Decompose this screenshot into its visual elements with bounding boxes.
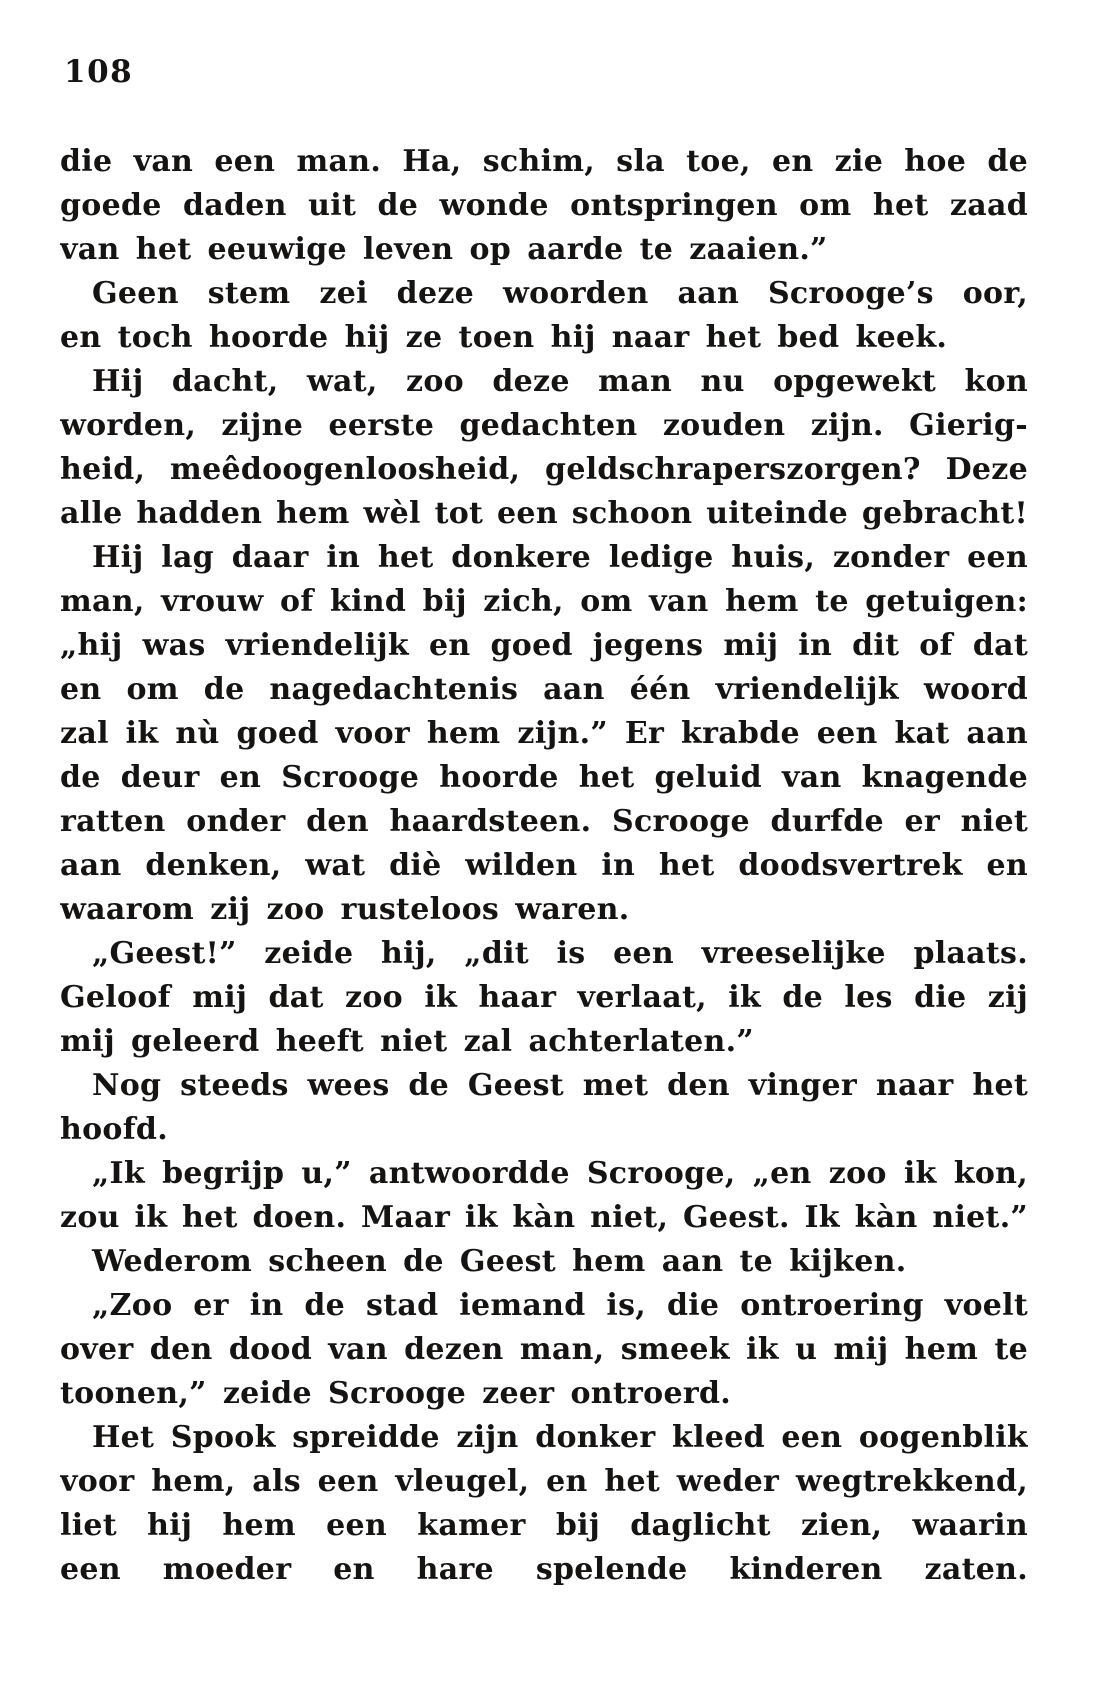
text-line: mij geleerd heeft niet zal achterlaten.” — [60, 1024, 754, 1059]
text-line: alle hadden hem wèl tot een schoon uiteinde gebracht! — [60, 496, 1028, 531]
text-line: zal ik nù goed voor hem zijn.” Er krabde een kat aan — [60, 716, 1028, 751]
text-line: de deur en Scrooge hoorde het geluid van knagende — [60, 760, 1028, 795]
text-line: Het Spook spreidde zijn donker kleed een oogenblik — [92, 1420, 1028, 1455]
text-line: worden, zijne eerste gedachten zouden zijn. Gierig- — [60, 408, 1028, 443]
text-line: Geen stem zei deze woorden aan Scrooge’s oor, — [92, 276, 1028, 311]
text-line: „Zoo er in de stad iemand is, die ontroering voelt — [92, 1288, 1028, 1323]
text-line: een moeder en hare spelende kinderen zaten. — [60, 1552, 1028, 1587]
text-line: Nog steeds wees de Geest met den vinger naar het — [92, 1068, 1028, 1103]
text-line: aan denken, wat diè wilden in het doodsvertrek en — [60, 848, 1028, 883]
text-line: Hij lag daar in het donkere ledige huis, zonder een — [92, 540, 1028, 575]
text-line: zou ik het doen. Maar ik kàn niet, Geest. Ik kàn niet.” — [60, 1200, 1028, 1235]
text-line: en om de nagedachtenis aan één vriendelijk woord — [60, 672, 1028, 707]
text-line: Wederom scheen de Geest hem aan te kijken. — [92, 1244, 907, 1279]
text-line: „Ik begrijp u,” antwoordde Scrooge, „en zoo ik kon, — [92, 1156, 1028, 1191]
text-line: goede daden uit de wonde ontspringen om het zaad — [60, 188, 1028, 223]
text-line: ratten onder den haardsteen. Scrooge durfde er niet — [60, 804, 1028, 839]
text-line: man, vrouw of kind bij zich, om van hem te getuigen: — [60, 584, 1028, 619]
page-number: 108 — [64, 54, 134, 90]
text-line: „Geest!” zeide hij, „dit is een vreeselijke plaats. — [92, 936, 1028, 971]
text-line: voor hem, als een vleugel, en het weder wegtrekkend, — [60, 1464, 1028, 1499]
text-line: die van een man. Ha, schim, sla toe, en zie hoe de — [60, 144, 1028, 179]
page-text-block — [60, 140, 1028, 1592]
text-line: „hij was vriendelijk en goed jegens mij in dit of dat — [60, 628, 1028, 663]
text-line: Hij dacht, wat, zoo deze man nu opgewekt kon — [92, 364, 1028, 399]
text-line: hoofd. — [60, 1112, 168, 1147]
text-line: Geloof mij dat zoo ik haar verlaat, ik de les die zij — [60, 980, 1028, 1015]
text-line: heid, meêdoogenloosheid, geldschraperszorgen? Deze — [60, 452, 1028, 487]
text-line: liet hij hem een kamer bij daglicht zien, waarin — [60, 1508, 1028, 1543]
text-line: waarom zij zoo rusteloos waren. — [60, 892, 630, 927]
text-line: en toch hoorde hij ze toen hij naar het bed keek. — [60, 320, 948, 355]
text-line: toonen,” zeide Scrooge zeer ontroerd. — [60, 1376, 731, 1411]
text-line: van het eeuwige leven op aarde te zaaien.” — [60, 232, 828, 267]
text-line: over den dood van dezen man, smeek ik u mij hem te — [60, 1332, 1028, 1367]
